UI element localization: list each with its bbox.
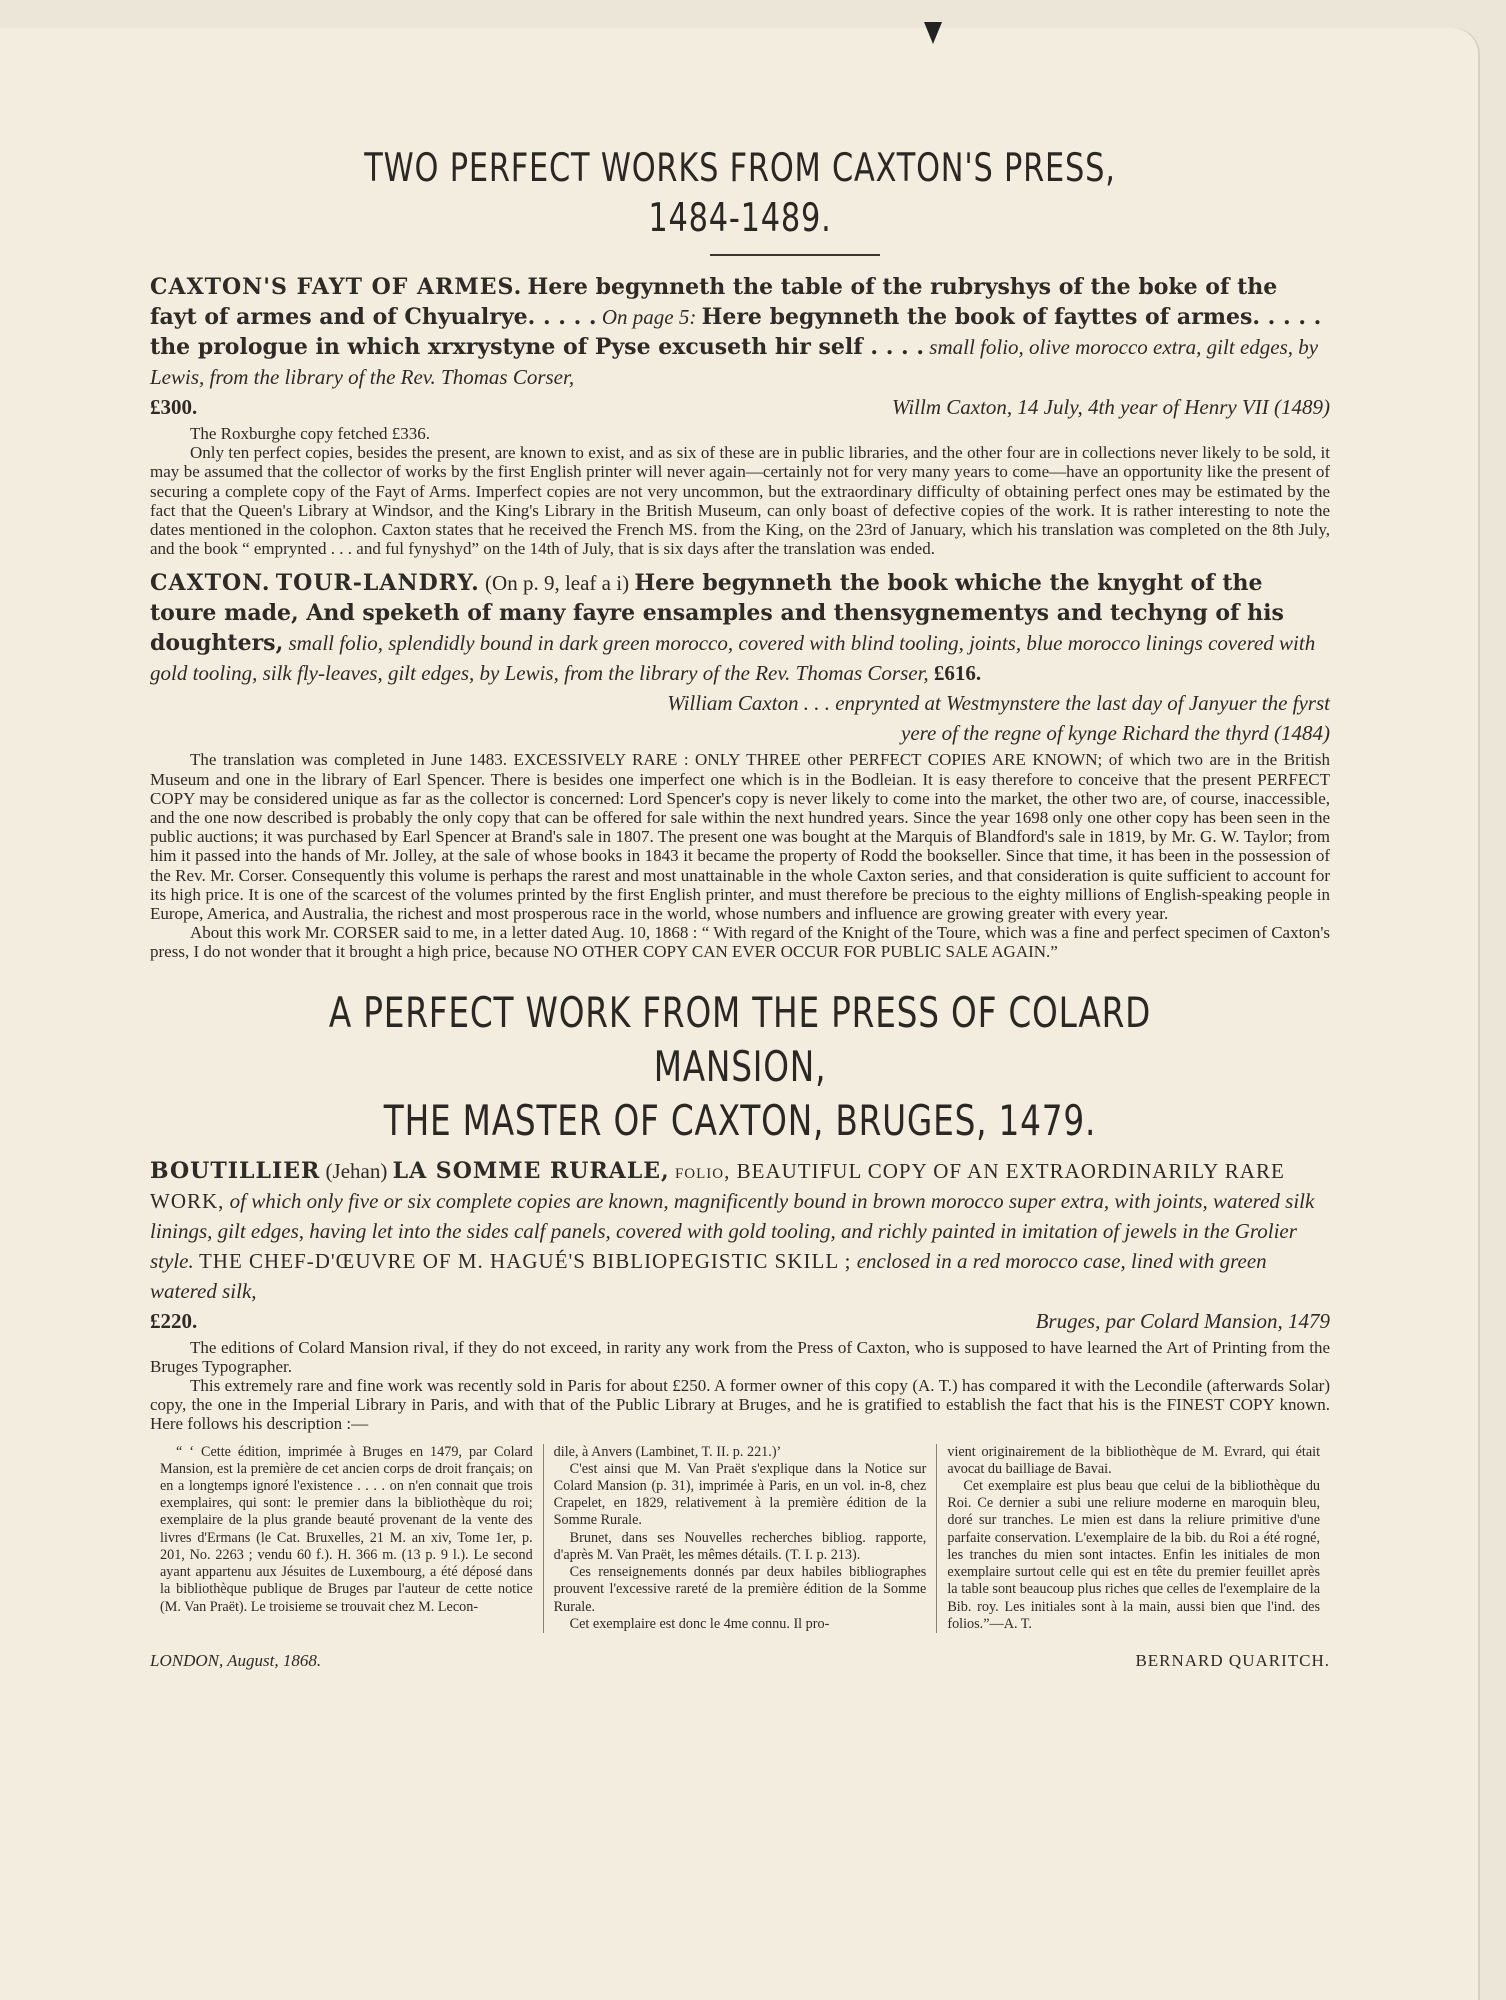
entry-tour-landry <box>150 568 1330 748</box>
imprint: Bruges, par Colard Mansion, 1479 <box>1035 1308 1330 1333</box>
binding-description: small folio, olive morocco extra, gilt edges, by Lewis, from the library of the Rev. Thomas Corser, <box>150 335 1319 389</box>
section-title: THE MASTER OF CAXTON, BRUGES, 1479. <box>383 1095 1097 1145</box>
binding-description: enclosed in a red morocco case, lined with green watered silk, <box>150 1248 1267 1303</box>
entry-heading: BOUTILLIER <box>150 1157 321 1184</box>
document-body <box>150 100 1330 1671</box>
note-paragraph: The translation was completed in June 1483. EXCESSIVELY RARE : ONLY THREE other PERFECT COPIES ARE KNOWN; of which two are in the British Museum and one in the library of Earl Spencer. There is besides one imperfect one which is in the Bodleian. It is easy therefore to conceive that the present PERFECT COPY may be considered unique as far as the collector is concerned: Lord Spencer's copy is never likely to come into the market, the other two are, of course, inaccessible, and the one now described is probably the only copy that can be offered for sale within the next hundred years. Since the year 1698 only one other copy has been seen in the public auctions; it was purchased by Earl Spencer at Brand's sale in 1807. The present one was bought at the Marquis of Blandford's sale in 1819, by Mr. G. W. Taylor; from him it passed into the hands of Mr. Jolley, at the sale of whose books in 1843 it became the property of Rodd the bookseller. Since that time, it has been in the possession of the Rev. Mr. Corser. Consequently this volume is perhaps the rarest and most unattainable in the whole Caxton series, and that consideration is quite sufficient to account for its high price. It is one of the scarcest of the volumes printed by the first English printer, and must therefore be precious to the eighty millions of English-speaking people in Europe, America, and Australia, the richest and most prosperous race in the world, whose numbers and influence are growing greater with every year. <box>150 750 1330 924</box>
entry-heading: CAXTON. <box>150 570 271 597</box>
page-reference: On page 5: <box>601 305 697 329</box>
price: £300. <box>150 395 198 419</box>
price: £616. <box>933 661 982 686</box>
footer <box>150 1651 1330 1671</box>
column-text: C'est ainsi que M. Van Praët s'explique dans la Notice sur Colard Mansion (p. 31), imprimée à Paris, en un vol. in-8, chez Crapelet, en 1829, relativement à la première édition de la Somme Rurale. <box>553 1460 927 1529</box>
column-3 <box>936 1444 1330 1633</box>
note-paragraph: This extremely rare and fine work was recently sold in Paris for about £250. A former owner of this copy (A. T.) has compared it with the Lecondile (afterwards Solar) copy, the one in the Imperial Library in Paris, and with that of the Public Library at Bruges, and he is gratified to establish the fact that his is the FINEST COPY known. Here follows his description :— <box>150 1376 1330 1434</box>
entry-heading: CAXTON'S FAYT OF ARMES. <box>150 274 523 300</box>
french-description-columns <box>150 1444 1330 1633</box>
imprint: yere of the regne of kynge Richard the thyrd (1484) <box>901 721 1330 746</box>
footer-place-date: LONDON, August, 1868. <box>150 1650 322 1670</box>
entry-subheading: TOUR-LANDRY. <box>275 570 480 597</box>
footer-publisher: BERNARD QUARITCH. <box>1135 1650 1330 1670</box>
entry-somme-rurale <box>150 1156 1330 1336</box>
note-paragraph: The editions of Colard Mansion rival, if they do not exceed, in rarity any work from the Press of Caxton, who is supposed to have learned the Art of Printing from the Bruges Typographer. <box>150 1337 1330 1376</box>
column-text: dile, à Anvers (Lambinet, T. II. p. 221.)’ <box>553 1443 782 1460</box>
entry-notes <box>150 750 1330 961</box>
column-text: vient originairement de la bibliothèque de M. Evrard, qui était avocat du bailliage de Bavai. <box>947 1443 1321 1477</box>
note-paragraph: Only ten perfect copies, besides the present, are known to exist, and as six of these are in public libraries, and the other four are in collections never likely to be sold, it may be assumed that the collector of works by the first English printer will never again—certainly not for very many years to come—have an opportunity like the present of securing a complete copy of the Fayt of Arms. Imperfect copies are not very uncommon, but the extraordinary difficulty of obtaining perfect ones may be estimated by the fact that the Queen's Library at Windsor, and the King's Library in the British Museum, can only boast of defective copies of the work. It is rather interesting to note the dates mentioned in the colophon. Caxton states that he received the French MS. from the King, on the 23rd of January, which his translation was completed on the 8th July, and the book “ emprynted . . . and ful fynyshyd” on the 14th of July, that is six days after the translation was ended. <box>150 443 1330 559</box>
description: THE CHEF-D'ŒUVRE OF M. HAGUÉ'S BIBLIOPEGISTIC SKILL ; <box>198 1248 852 1273</box>
title-rule <box>710 254 880 256</box>
binding-description: of which only five or six complete copies are known, magnificently bound in brown morocco super extra, with joints, watered silk linings, gilt edges, having let into the sides calf panels, covered with gold tooling, and richly painted in imitation of jewels in the Grolier style. <box>150 1188 1315 1273</box>
pin-mark <box>924 22 942 44</box>
column-text: Cet exemplaire est plus beau que celui de la bibliothèque du Roi. Ce dernier a subi une reliure moderne en maroquin bleu, doré sur tranches. Le mien est dans la reliure primitive d'une parfaite conservation. L'exemplaire de la bib. du Roi a été rogné, les tranches du mien sont intactes. Enfin les initiales de mon exemplaire surtout celle qui est en tête du premier feuillet après la table sont beaucoup plus riches que celles de l'exemplaire de la Bib. roy. Les initiales sont à la main, aussi bien que l'ind. des folios.”—A. T. <box>947 1478 1321 1632</box>
price: £220. <box>150 1308 198 1333</box>
entry-fayt-of-armes <box>150 272 1330 422</box>
blackletter-text: Here begynneth the book of fayttes of armes. . . . . the prologue in which xrxrystyne of Pyse excuseth hir self . . . . <box>150 304 1322 360</box>
column-1 <box>150 1444 543 1633</box>
column-text: Ces renseignements donnés par deux habiles bibliographes prouvent l'excessive rareté de la première édition de la Somme Rurale. <box>553 1564 927 1615</box>
entry-notes <box>150 1338 1330 1434</box>
binding-description: small folio, splendidly bound in dark green morocco, covered with blind tooling, joints, blue morocco linings covered with gold tooling, silk fly-leaves, gilt edges, by Lewis, from the library of the Rev. Thomas Corser, <box>150 631 1316 686</box>
note-paragraph: About this work Mr. CORSER said to me, in a letter dated Aug. 10, 1868 : “ With regard of the Knight of the Toure, which was a fine and perfect specimen of Caxton's press, I do not wonder that it brought a high price, because NO OTHER COPY CAN EVER OCCUR FOR PUBLIC SALE AGAIN.” <box>150 923 1330 962</box>
note-paragraph: The Roxburghe copy fetched £336. <box>190 424 430 443</box>
author: (Jehan) <box>325 1158 388 1183</box>
leaf-reference: (On p. 9, leaf a i) <box>485 571 630 596</box>
imprint: Willm Caxton, 14 July, 4th year of Henry VII (1489) <box>892 395 1330 419</box>
column-text: Brunet, dans ses Nouvelles recherches bibliog. rapporte, d'après M. Van Praët, les mêmes détails. (T. I. p. 213). <box>553 1529 927 1563</box>
description: folio, BEAUTIFUL COPY OF AN EXTRAORDINARILY RARE WORK, <box>150 1158 1285 1213</box>
column-text: “ ‘ Cette édition, imprimée à Bruges en 1479, par Colard Mansion, est la première de cet ancien corps de droit français; on en a longtemps ignoré l'existence . . . . on n'en connait que trois exemplaires, qui sont: le premier dans la bibliothèque du roi; exemplaire de la plus grande beauté provenant de la vente des livres d'Ermans (le Cat. Bruxelles, 21 M. an xiv, Tome 1er, p. 201, No. 2263 ; vendu 60 f.). H. 366 m. (13 p. 9 l.). Le second ayant appartenu aux Jésuites de Luxembourg, a été déposé dans la bibliothèque publique de Bruges par l'auteur de cette notice (M. Van Praët). Le troisieme se trouvait chez M. Lecon- <box>160 1443 533 1615</box>
section-title: A PERFECT WORK FROM THE PRESS OF COLARD MANSION, <box>328 987 1152 1091</box>
main-title-date: 1484-1489. <box>648 196 832 241</box>
column-2 <box>543 1444 937 1633</box>
book-title: LA SOMME RURALE, <box>392 1157 670 1184</box>
imprint: William Caxton . . . enprynted at Westmynstere the last day of Janyuer the fyrst <box>667 691 1330 716</box>
blackletter-text: Here begynneth the table of the rubryshys of the boke of the fayt of armes and of Chyualrye. . . . . <box>150 274 1278 330</box>
column-text: Cet exemplaire est donc le 4me connu. Il pro- <box>569 1615 830 1632</box>
entry-notes <box>150 424 1330 558</box>
blackletter-text: Here begynneth the book whiche the knyght of the toure made, And speketh of many fayre ensamples and thensygnementys and techyng of his doughters, <box>150 570 1284 657</box>
main-title: TWO PERFECT WORKS FROM CAXTON'S PRESS, <box>364 146 1116 191</box>
